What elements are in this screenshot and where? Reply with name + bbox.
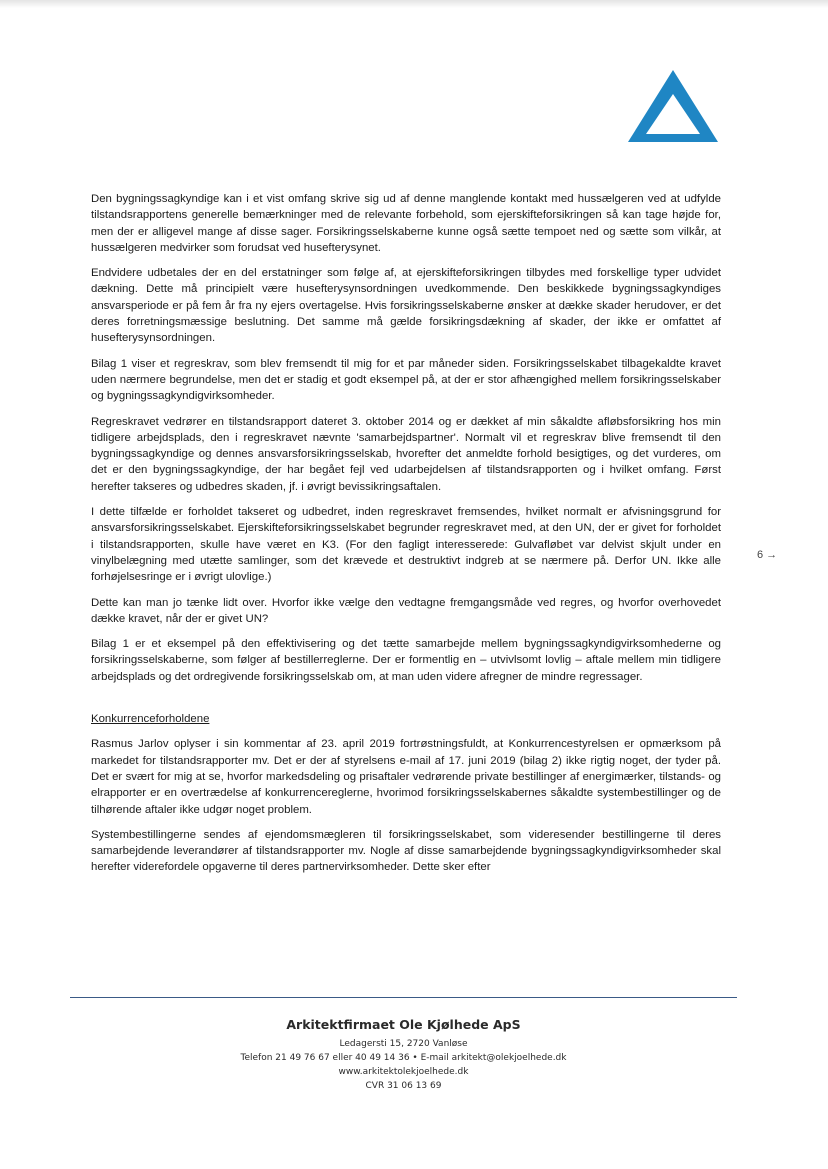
- company-name: Arkitektfirmaet Ole Kjølhede ApS: [286, 1017, 521, 1032]
- letterhead-footer: [70, 1017, 737, 1093]
- footer-divider: [70, 997, 737, 998]
- margin-annotation: 6 →: [757, 549, 778, 561]
- paragraph: Den bygningssagkyndige kan i et vist omfang skrive sig ud af denne manglende kontakt med hussælgeren ved at udfylde tilstandsrapportens generelle bemærkninger med de relevante forbehold, som ejerskifteforsikringen så kan tage højde for, men der er alligevel mange af disse sager. Forsikringsselskaberne kunne også sætte tempoet ned og sætte som vilkår, at hussælgeren medvirker som forudsat ved husefterysynet.: [91, 193, 721, 254]
- section-heading: Konkurrenceforholdene: [91, 713, 210, 726]
- company-cvr: CVR 31 06 13 69: [365, 1081, 442, 1091]
- paragraph: Dette kan man jo tænke lidt over. Hvorfor ikke vælge den vedtagne fremgangsmåde ved regres, og hvorfor overhovedet dække kravet, når der er givet UN?: [91, 596, 721, 625]
- company-contact: Telefon 21 49 76 67 eller 40 49 14 36 • E-mail arkitekt@olekjoelhede.dk: [240, 1053, 567, 1063]
- paragraph: Endvidere udbetales der en del erstatninger som følge af, at ejerskifteforsikringen tilbydes med forskellige typer udvidet dækning. Dette må principielt være husefterysynsordningen uvedkommende. Den beskikkede bygningssagkyndiges ansvarsperiode er på fem år fra ny ejers overtagelse. Hvis forsikringsselskaberne ønsker at dække skader herudover, er det deres forretningsmæssige beslutning. Det samme må gælde forsikringsdækning af skader, der ikke er omfattet af husefterysynsordningen.: [91, 267, 721, 345]
- letter-body: [91, 191, 721, 885]
- paragraph: Rasmus Jarlov oplyser i sin kommentar af 23. april 2019 fortrøstningsfuldt, at Konkurrencestyrelsen er opmærksom på markedet for tilstandsrapporter mv. Det er der af styrelsens e-mail af 17. juni 2019 (bilag 2) ikke rigtig noget, der tyder på. Det er svært for mig at se, hvorfor markedsdeling og prisaftaler vedrørende private bestillinger af energimærker, tilstands- og elrapporter er en overtrædelse af konkurrencereglerne, hvorimod forsikringsselskabernes såkaldte systembestillinger og de tilhørende aftaler ikke udgør noget problem.: [91, 738, 721, 816]
- paragraph: Regreskravet vedrører en tilstandsrapport dateret 3. oktober 2014 og er dækket af min såkaldte afløbsforsikring hos min tidligere arbejdsplads, den i regreskravet nævnte 'samarbejdspartner'. Normalt vil et regreskrav blive fremsendt til den bygningssagkyndige og dennes ansvarsforsikringsselskab, hvorefter det anmeldte forhold besigtiges, og det vurderes, om det er den bygningssagkyndige, der har begået fejl ved udarbejdelsen af tilstandsrapporten og i hvilket omfang. Først herefter takseres og udbedres skaden, jf. i øvrigt bevissikringsaftalen.: [91, 415, 721, 493]
- scan-edge: [0, 0, 828, 8]
- paragraph: Bilag 1 viser et regreskrav, som blev fremsendt til mig for et par måneder siden. Forsikringsselskabet tilbagekaldte kravet uden nærmere begrundelse, men det er stadig et godt eksempel på, at der er stor afhængighed mellem forsikringsselskaber og bygningssagkyndigvirksomheder.: [91, 357, 721, 403]
- paragraph: Systembestillingerne sendes af ejendomsmægleren til forsikringsselskabet, som videresender bestillingerne til deres samarbejdende leverandører af tilstandsrapporter mv. Nogle af disse samarbejdende bygningssagkyndigvirksomheder skal herefter viderefordele opgaverne til deres partnervirksomheder. Dette sker efter: [91, 828, 721, 874]
- company-address: Ledagersti 15, 2720 Vanløse: [339, 1039, 468, 1049]
- paragraph: I dette tilfælde er forholdet takseret og udbedret, inden regreskravet fremsendes, hvilket normalt er afvisningsgrund for ansvarsforsikringsselskabet. Ejerskifteforsikringsselskabet begrunder regreskravet med, at den UN, der er givet for forholdet i tilstandsrapporten, skulle have været en K3. (For den fagligt interesserede: Gulvafløbet var delvist skjult under en vinylbelægning med utætte samlinger, som det krævede et destruktivt indgreb at se nærmere på. Derfor UN. Ikke alle forhøjelsesringe er i øvrigt ulovlige.): [91, 506, 721, 584]
- paragraph: Bilag 1 er et eksempel på den effektivisering og det tætte samarbejde mellem bygningssagkyndigvirksomhederne og forsikringsselskaberne, som følger af bestillerreglerne. Der er formentlig en – utvivlsomt lovlig – aftale mellem min tidligere arbejdsplads og det ordregivende forsikringsselskab om, at man uden videre afregner de mindre regressager.: [91, 638, 721, 683]
- triangle-logo-icon: [626, 68, 720, 144]
- company-website: www.arkitektolekjoelhede.dk: [338, 1067, 469, 1077]
